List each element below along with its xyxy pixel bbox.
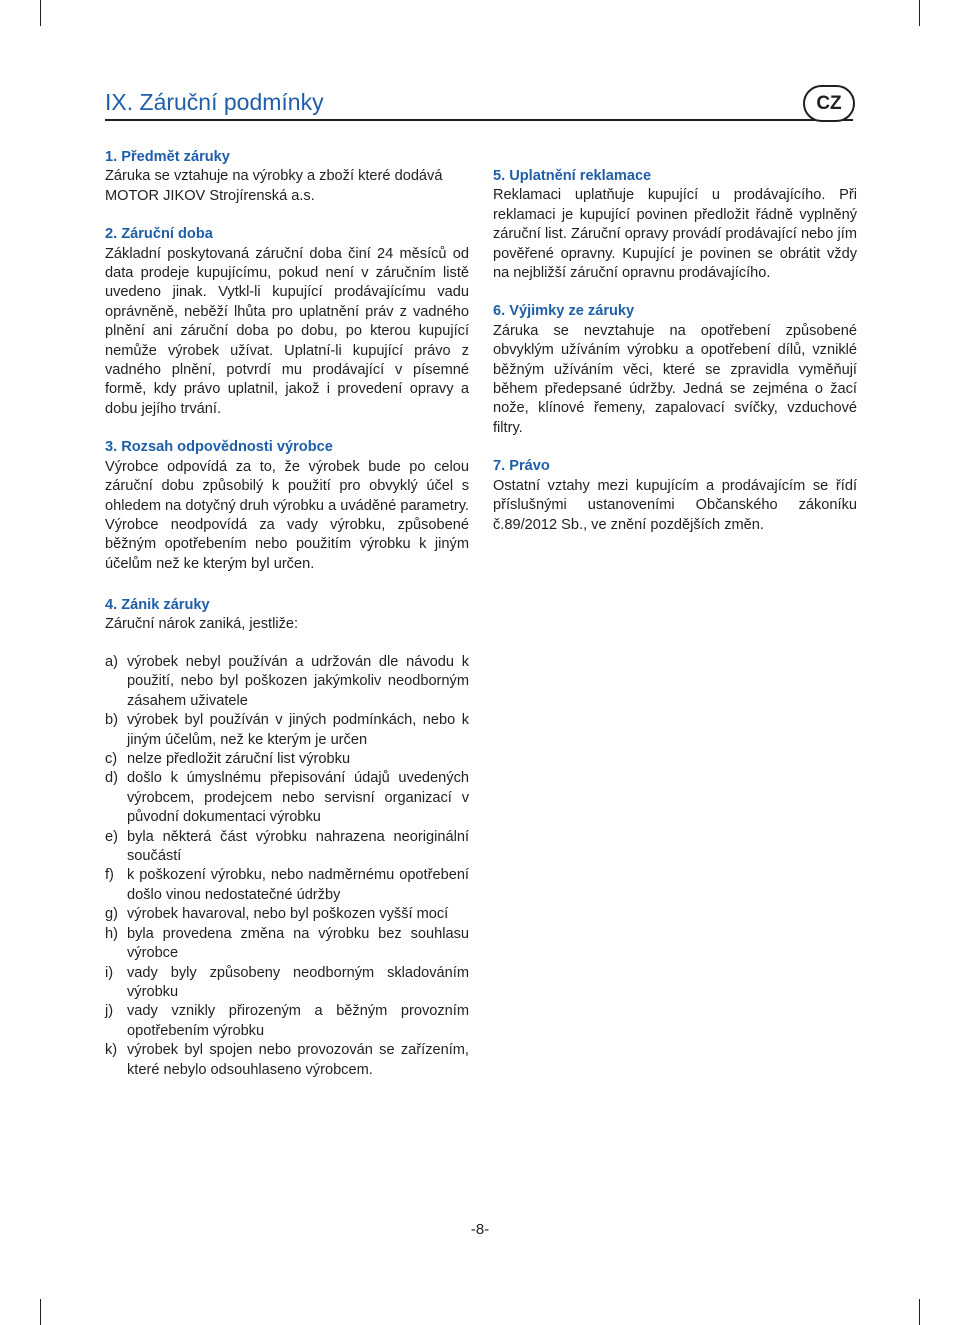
crop-mark (40, 0, 41, 26)
list-marker: j) (105, 1003, 114, 1020)
section-label: IX. (105, 89, 134, 115)
title-text: Záruční podmínky (139, 89, 324, 115)
conditions-list (105, 653, 469, 1080)
list-item (105, 1041, 469, 1080)
crop-mark (919, 1299, 920, 1325)
list-item (105, 750, 469, 769)
section-4 (105, 596, 469, 635)
list-marker: c) (105, 751, 118, 768)
section-1 (105, 148, 469, 206)
title-rule (105, 119, 853, 121)
list-item (105, 866, 469, 905)
list-text: k poškození výrobku, nebo nadměrnému opotřebení došlo vinou nedostatečné údržby (127, 867, 469, 903)
list-marker: d) (105, 770, 118, 787)
section-title: 5. Uplatnění reklamace (493, 168, 652, 184)
list-text: byla provedena změna na výrobku bez souhlasu výrobce (127, 925, 469, 962)
list-item (105, 653, 469, 711)
section-title: 2. Záruční doba (105, 226, 213, 243)
list-marker: e) (105, 828, 118, 845)
list-item (105, 769, 469, 827)
list-marker: h) (105, 925, 118, 942)
section-text: Ostatní vztahy mezi kupujícím a prodávajícím se řídí příslušnými ustanoveními Občanského zákoníku č.89/2012 Sb., ve znění pozdějších změn. (493, 477, 857, 533)
list-marker: a) (105, 654, 118, 670)
list-text: výrobek byl spojen nebo provozován se zařízením, které nebylo odsouhlaseno výrobcem. (127, 1042, 469, 1078)
section-title: 3. Rozsah odpovědnosti výrobce (105, 439, 333, 456)
list-item (105, 905, 469, 924)
section-text: Záruka se nevztahuje na opotřebení způsobené obvyklým užíváním výrobku a opotřebení dílů, vzniklé běžným užíváním věci, které se zpravidla vyměňují během předepsané údržby. Jedná se zejména o žací nože, klínové řemeny, zapalovací svíčky, vzduchové filtry. (493, 322, 857, 436)
list-item (105, 925, 469, 964)
list-item (105, 964, 469, 1003)
list-text: výrobek havaroval, nebo byl poškozen vyšší mocí (127, 906, 449, 923)
section-title: 1. Předmět záruky (105, 149, 230, 165)
section-text: Záruka se vztahuje na výrobky a zboží které dodává MOTOR JIKOV Strojírenská a.s. (105, 168, 443, 204)
section-title: 6. Výjimky ze záruky (493, 303, 635, 320)
section-text: Základní poskytovaná záruční doba činí 24 měsíců od data prodeje kupujícímu, pokud není v záručním listě uvedeno jinak. Vytkl-li kupující prodávajícímu vadu oprávněně, neběží lhůta pro uplatnění práv z vadného plnění ani záruční doba po dobu, po kterou kupující nemůže výrobek užívat. Uplatní-li kupující právo z vadného plnění, potvrdí mu prodávající v písemné formě, kdy právo uplatnil, jakož i provedení opravy a dobu jejího trvání. (105, 245, 469, 417)
section-title: 4. Zánik záruky (105, 597, 210, 613)
list-item (105, 1002, 469, 1041)
list-marker: b) (105, 712, 118, 729)
list-text: nelze předložit záruční list výrobku (127, 751, 351, 768)
list-marker: k) (105, 1042, 118, 1059)
section-7 (493, 457, 857, 535)
section-text: Záruční nárok zaniká, jestliže: (105, 616, 299, 633)
section-5 (493, 167, 857, 283)
section-2 (105, 225, 469, 419)
list-item (105, 711, 469, 750)
list-marker: i) (105, 964, 114, 981)
section-6 (493, 302, 857, 438)
list-text: vady vznikly přirozeným a běžným provozním opotřebením výrobku (127, 1003, 469, 1039)
section-text: Výrobce odpovídá za to, že výrobek bude po celou záruční dobu způsobilý k použití pro obvyklý účel s ohledem na dotyčný druh výrobku a uváděné parametry. Výrobce neodpovídá za vady výrobku, způsobené běžným opotřebením nebo použitím výrobku k jiným účelům než ke kterým byl určen. (105, 458, 469, 572)
right-column (493, 167, 857, 554)
list-text: došlo k úmyslnému přepisování údajů uvedených výrobcem, prodejcem nebo servisní organizací v původní dokumentaci výrobku (127, 770, 469, 826)
list-text: výrobek nebyl používán a udržován dle návodu k použití, nebo byl poškozen jakýmkoliv neodborným zásahem uživatele (127, 654, 469, 709)
page-number: -8- (470, 1221, 490, 1238)
language-badge: CZ (803, 85, 855, 122)
section-3 (105, 438, 469, 574)
list-marker: g) (105, 906, 118, 923)
list-item (105, 828, 469, 867)
page-title (105, 89, 324, 116)
list-text: byla některá část výrobku nahrazena neoriginální součástí (127, 828, 469, 865)
crop-mark (40, 1299, 41, 1325)
section-text: Reklamaci uplatňuje kupující u prodávajícího. Při reklamaci je kupující povinen předložit řádně vyplněný záruční list. Záruční opravy provádí prodávající nebo jím pověřené opravny. Kupující je povinen se obrátit vždy na nejbližší záruční opravnu prodávajícího. (493, 187, 857, 282)
section-title: 7. Právo (493, 458, 550, 475)
left-column (105, 148, 469, 593)
list-text: výrobek byl používán v jiných podmínkách, nebo k jiným účelům, než ke kterým je určen (127, 712, 469, 748)
list-marker: f) (105, 867, 114, 884)
list-text: vady byly způsobeny neodborným skladováním výrobku (127, 964, 469, 1000)
crop-mark (919, 0, 920, 26)
